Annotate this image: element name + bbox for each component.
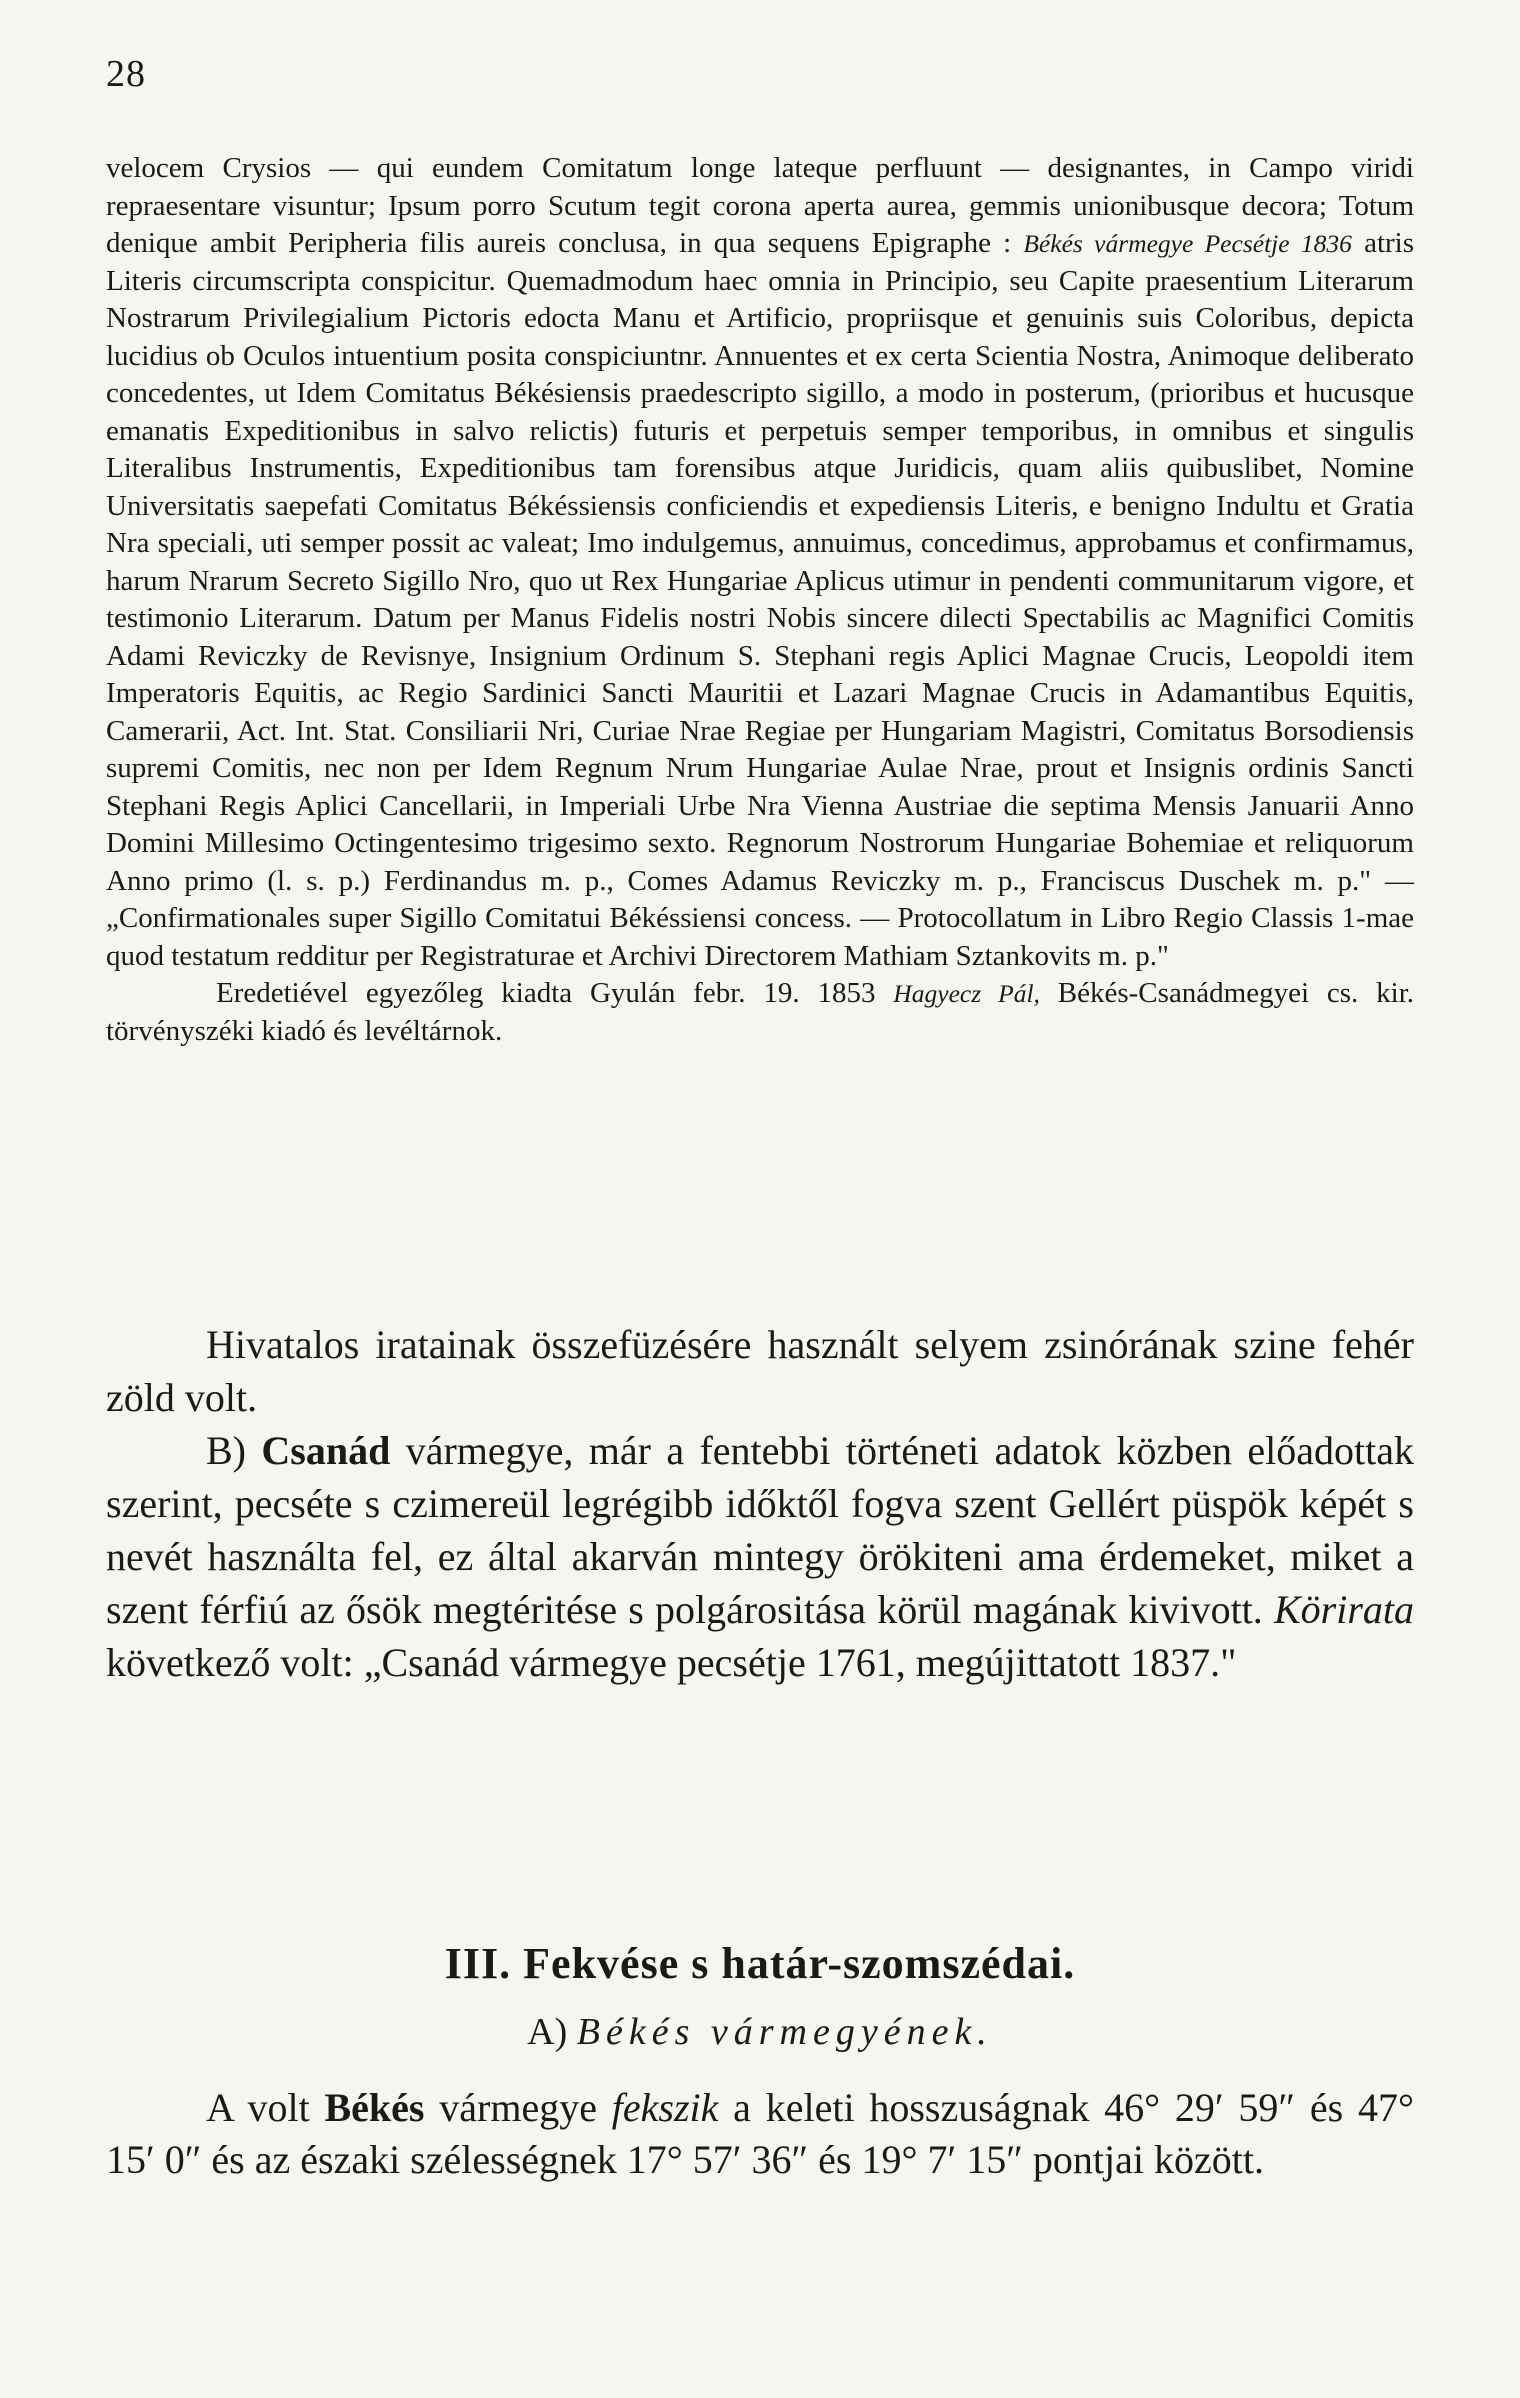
csanad-part-1: B) [206,1428,262,1473]
subsection-prefix: A) [527,2011,577,2053]
section-heading: III. Fekvése s határ-szomszédai. [444,1939,1076,1988]
fekszik-term: fekszik [611,2085,719,2130]
csanad-name: Csanád [261,1428,391,1473]
silk-cord-paragraph: Hivatalos iratainak összefüzésére használt selyem zsinórának szine fehér zöld volt. [106,1322,1414,1420]
hungarian-text [106,1318,1414,1689]
csanad-paragraph [106,1424,1414,1689]
latin-text-part-1: velocem Crysios — qui eundem Comitatum longe lateque perfluunt — designantes, in Campo viridi repraesentare visuntur; Ipsum porro Scutum tegit corona aperta aurea, gemmis unionibusque decora; Totum denique ambit Peripheria filis aureis conclusa, in qua sequens Epigraphe : [106,152,1414,259]
certification-part-1: Eredetiével egyezőleg kiadta Gyulán febr. 19. 1853 [216,977,894,1009]
section-body [106,2082,1414,2186]
page-number: 28 [106,53,146,95]
korirata-term: Körirata [1273,1587,1414,1632]
subsection-title: Békés vármegyének. [576,2011,993,2053]
location-part-3: a keleti hosszuságnak 46° 29′ 59″ és 47° 15′ 0″ és az északi szélességnek 17° 57′ 36″ és 19° 7′ 15″ pontjai között. [106,2085,1414,2182]
bekes-name: Békés [324,2085,425,2130]
csanad-part-2: vármegye, már a fentebbi történeti adatok közben előadottak szerint, pecséte s czimereül legrégibb időktől fogva szent Gellért püspök képét s nevét használta fel, ez által akarván mintegy örökiteni ama érdemeket, miket a szent férfiú az ősök megtéritése s polgárositása körül magának kivivott. [106,1428,1415,1632]
subsection-heading [0,2010,1520,2054]
csanad-part-3: következő volt: „Csanád vármegye pecsétje 1761, megújittatott 1837." [106,1640,1237,1685]
certification-part-2: Békés-Csanádmegyei cs. kir. törvényszéki kiadó és levéltárnok. [106,977,1414,1047]
certification-note [106,975,1414,1050]
latin-privilege-text [106,150,1414,1050]
location-part-1: A volt [206,2085,325,2130]
seal-epigraph: Békés vármegye Pecsétje 1836 [1023,229,1352,258]
latin-text-part-2: atris Literis circumscripta conspicitur. Quemadmodum haec omnia in Principio, seu Capite praesentium Literarum Nostrarum Privilegialium Pictoris edocta Manu et Artificio, propriisque et genuinis suis Coloribus, depicta lucidius ob Oculos intuentium posita conspiciuntnr. Annuentes et ex certa Scientia Nostra, Animoque deliberato concedentes, ut Idem Comitatus Békésiensis praedescripto sigillo, a modo in posterum, (prioribus et hucusque emanatis Expeditionibus in salvo relictis) futuris et perpetuis semper temporibus, in omnibus et singulis Literalibus Instrumentis, Expeditionibus tam forensibus atque Juridicis, quam aliis quibuslibet, Nomine Universitatis saepefati Comitatus Békéssiensis conficiendis et expediensis Literis, e benigno Indultu et Gratia Nra speciali, uti semper possit ac valeat; Imo indulgemus, annuimus, concedimus, approbamus et confirmamus, harum Nrarum Secreto Sigillo Nro, quo ut Rex Hungariae Aplicus utimur in pendenti communitarum vigore, et testimonio Literarum. Datum per Manus Fidelis nostri Nobis sincere dilecti Spectabilis ac Magnifici Comitis Adami Reviczky de Revisnye, Insignium Ordinum S. Stephani regis Aplici Magnae Crucis, Leopoldi item Imperatoris Equitis, ac Regio Sardinici Sancti Mauritii et Lazari Magnae Crucis in Adamantibus Equitis, Camerarii, Act. Int. Stat. Consiliarii Nri, Curiae Nrae Regiae per Hungariam Magistri, Comitatus Borsodiensis supremi Comitis, nec non per Idem Regnum Nrum Hungariae Aulae Nrae, prout et Insignis ordinis Sancti Stephani Regis Aplici Cancellarii, in Imperiali Urbe Nra Vienna Austriae die septima Mensis Januarii Anno Domini Millesimo Octingentesimo trigesimo sexto. Regnorum Nostrorum Hungariae Bohemiae et reliquorum Anno primo (l. s. p.) Ferdinandus m. p., Comes Adamus Reviczky m. p., Franciscus Duschek m. p." — „Confirmationales super Sigillo Comitatui Békéssiensi concess. — Protocollatum in Libro Regio Classis 1-mae quod testatum redditur per Registraturae et Archivi Directorem Mathiam Sztankovits m. p." [106,227,1414,972]
latin-paragraph [106,150,1414,975]
certifier-name: Hagyecz Pál, [893,979,1040,1008]
location-paragraph [106,2082,1414,2186]
location-part-2: vármegye [424,2085,612,2130]
